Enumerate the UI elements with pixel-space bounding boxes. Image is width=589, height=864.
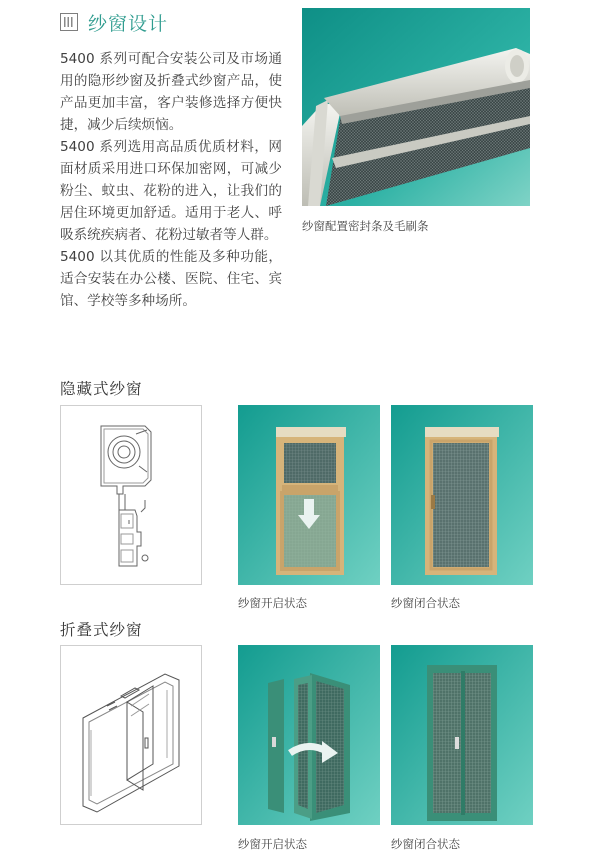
folding-screen-closed-image: [391, 645, 533, 825]
folding-open-caption: 纱窗开启状态: [238, 837, 307, 851]
hidden-open-caption: 纱窗开启状态: [238, 596, 307, 610]
page-title: 纱窗设计: [88, 13, 169, 35]
screen-frame-photo: [302, 8, 530, 206]
folding-window-diagram: [60, 645, 202, 825]
folding-closed-caption: 纱窗闭合状态: [391, 837, 460, 851]
roller-section-diagram: [60, 405, 202, 585]
intro-text: [60, 48, 282, 312]
hidden-screen-open-image: [238, 405, 380, 585]
paragraph-3: 5400 以其优质的性能及多种功能，适合安装在办公楼、医院、住宅、宾馆、学校等多种场所。: [60, 249, 282, 309]
hidden-screen-closed-image: [391, 405, 533, 585]
section-title-folding: 折叠式纱窗: [60, 621, 143, 639]
paragraph-1: 5400 系列可配合安装公司及市场通用的隐形纱窗及折叠式纱窗产品，使产品更加丰富，客户装修选择方便快捷，减少后续烦恼。: [60, 51, 282, 133]
photo-caption: 纱窗配置密封条及毛刷条: [302, 219, 429, 233]
grid-box-icon: [60, 13, 78, 31]
folding-screen-open-image: [238, 645, 380, 825]
section-title-hidden: 隐藏式纱窗: [60, 380, 143, 398]
hidden-closed-caption: 纱窗闭合状态: [391, 596, 460, 610]
paragraph-2: 5400 系列选用高品质优质材料，网面材质采用进口环保加密网，可减少粉尘、蚊虫、花粉的进入，让我们的居住环境更加舒适。适用于老人、呼吸系统疾病者、花粉过敏者等人群。: [60, 139, 282, 243]
